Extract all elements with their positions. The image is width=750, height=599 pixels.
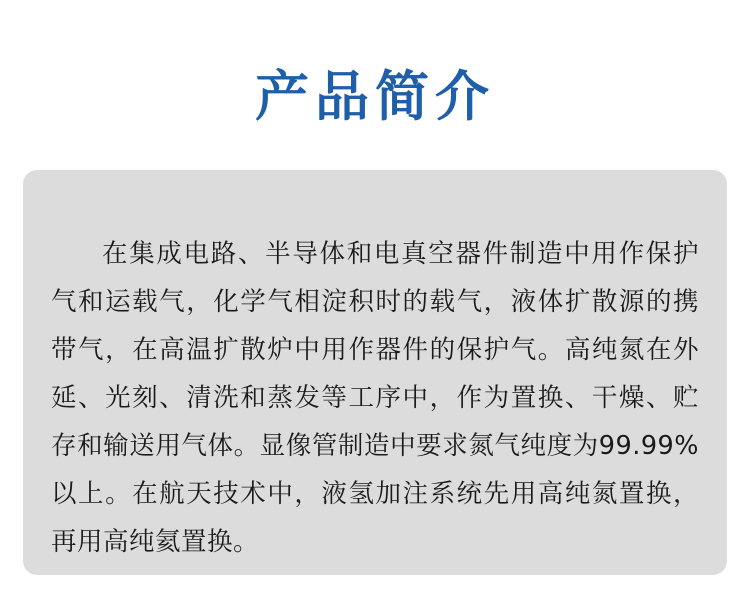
content-card bbox=[23, 170, 727, 575]
product-intro-page bbox=[0, 36, 750, 599]
page-title: 产品简介 bbox=[255, 65, 495, 129]
product-description-text: 在集成电路、半导体和电真空器件制造中用作保护气和运载气，化学气相淀积时的载气，液体扩散源的携带气，在高温扩散炉中用作器件的保护气。高纯氮在外延、光刻、清洗和蒸发等工序中，作为置换、干燥、贮存和输送用气体。显像管制造中要求氮气纯度为99.99%以上。在航天技术中，液氢加注系统先用高纯氮置换，再用高纯氦置换。 bbox=[51, 238, 699, 557]
